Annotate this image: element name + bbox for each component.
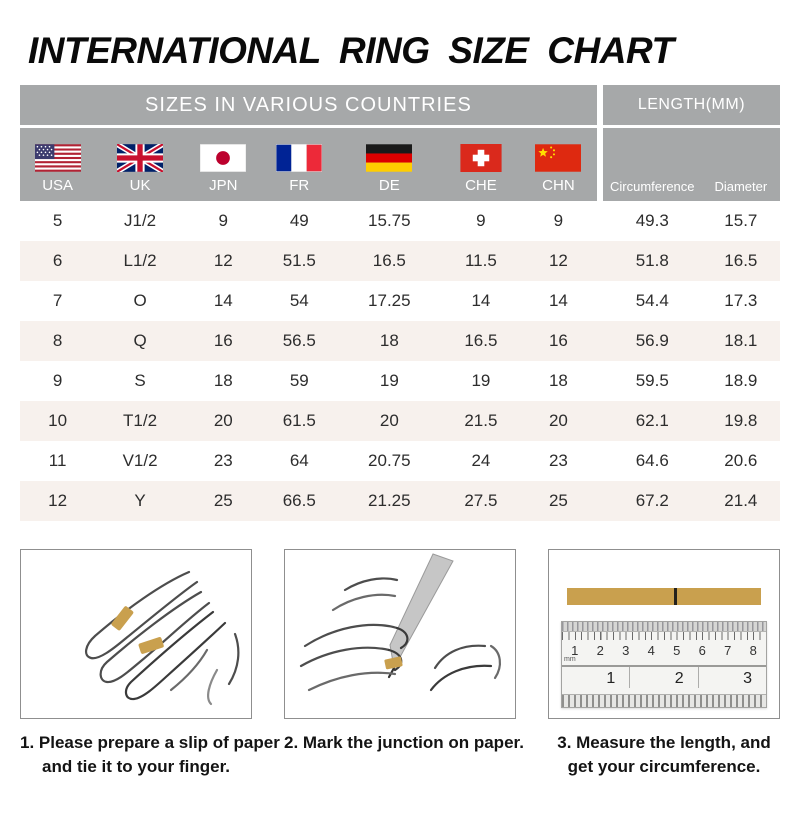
table-cell: 62.1 xyxy=(603,401,702,441)
col-label-de: DE xyxy=(378,177,400,194)
table-cell: 12 xyxy=(520,241,597,281)
col-label-usa: USA xyxy=(42,177,74,194)
table-cell: 18.9 xyxy=(702,361,780,401)
table-cell: 19 xyxy=(442,361,520,401)
measuring-steps xyxy=(20,549,780,779)
group-header-length: LENGTH(MM) xyxy=(603,85,780,127)
size-rows xyxy=(20,201,780,521)
col-header-fr xyxy=(262,127,337,202)
table-cell: 59 xyxy=(262,361,337,401)
junction-mark xyxy=(674,588,677,605)
table-cell: 21.25 xyxy=(337,481,442,521)
table-cell: J1/2 xyxy=(95,201,185,241)
table-cell: 20 xyxy=(337,401,442,441)
table-cell: 18 xyxy=(520,361,597,401)
paper-strip xyxy=(567,588,761,605)
table-row xyxy=(20,481,780,521)
ruler-inch-number: 1 xyxy=(562,667,630,688)
page-title: INTERNATIONAL RING SIZE CHART xyxy=(28,30,674,71)
table-cell: 21.5 xyxy=(442,401,520,441)
table-cell: 27.5 xyxy=(442,481,520,521)
table-cell: Y xyxy=(95,481,185,521)
table-cell: 17.3 xyxy=(702,281,780,321)
table-cell: 16 xyxy=(520,321,597,361)
col-header-chn xyxy=(520,127,597,202)
switzerland-flag-icon xyxy=(458,144,504,172)
table-cell: 10 xyxy=(20,401,95,441)
ring-size-chart-page xyxy=(0,30,800,779)
table-cell: 67.2 xyxy=(603,481,702,521)
ruler-cm-number: 1 xyxy=(571,643,579,658)
ruler-cm-number: 5 xyxy=(673,643,681,658)
ruler-cm-number: 7 xyxy=(724,643,732,658)
table-cell: 16.5 xyxy=(702,241,780,281)
table-cell: 20.6 xyxy=(702,441,780,481)
ruler xyxy=(561,621,767,708)
ruler-cm-number: 3 xyxy=(622,643,630,658)
table-cell: 19.8 xyxy=(702,401,780,441)
table-cell: 15.7 xyxy=(702,201,780,241)
table-cell: 49 xyxy=(262,201,337,241)
ruler-inch-number: 2 xyxy=(630,667,698,688)
uk-flag-icon xyxy=(117,144,163,172)
table-cell: 64.6 xyxy=(603,441,702,481)
table-cell: 51.5 xyxy=(262,241,337,281)
table-cell: O xyxy=(95,281,185,321)
col-header-che xyxy=(442,127,520,202)
ruler-inch-number: 3 xyxy=(743,670,752,687)
col-header-de xyxy=(337,127,442,202)
table-cell: S xyxy=(95,361,185,401)
table-cell: 56.5 xyxy=(262,321,337,361)
step-2 xyxy=(284,549,524,779)
table-cell: 8 xyxy=(20,321,95,361)
ruler-cm-number: 8 xyxy=(749,643,757,658)
table-row xyxy=(20,321,780,361)
ruler-bottom-edge xyxy=(562,694,766,707)
table-cell: 16 xyxy=(185,321,262,361)
ruler-top-edge xyxy=(562,622,766,632)
table-cell: 14 xyxy=(442,281,520,321)
table-row xyxy=(20,441,780,481)
col-header-usa xyxy=(20,127,95,202)
table-cell: 18 xyxy=(185,361,262,401)
table-cell: 11 xyxy=(20,441,95,481)
table-cell: L1/2 xyxy=(95,241,185,281)
column-header-row xyxy=(20,127,780,202)
table-cell: 21.4 xyxy=(702,481,780,521)
col-label-uk: UK xyxy=(129,177,151,194)
group-header-row xyxy=(20,85,780,127)
table-cell: 14 xyxy=(185,281,262,321)
table-cell: T1/2 xyxy=(95,401,185,441)
table-cell: 18.1 xyxy=(702,321,780,361)
usa-flag-icon xyxy=(35,144,81,172)
table-cell: 14 xyxy=(520,281,597,321)
table-cell: 25 xyxy=(520,481,597,521)
table-cell: 51.8 xyxy=(603,241,702,281)
step-1 xyxy=(20,549,280,779)
france-flag-icon xyxy=(276,144,322,172)
step-3-caption: 3. Measure the length, and get your circumference. xyxy=(557,733,771,776)
table-cell: 66.5 xyxy=(262,481,337,521)
step-3 xyxy=(548,549,780,779)
table-cell: 6 xyxy=(20,241,95,281)
ruler-inch-scale xyxy=(562,667,766,694)
table-cell: 59.5 xyxy=(603,361,702,401)
col-header-uk xyxy=(95,127,185,202)
ruler-cm-number: 2 xyxy=(596,643,604,658)
col-label-jpn: JPN xyxy=(209,177,238,194)
table-cell: 16.5 xyxy=(337,241,442,281)
table-cell: 49.3 xyxy=(603,201,702,241)
col-label-fr: FR xyxy=(289,177,310,194)
table-cell: 5 xyxy=(20,201,95,241)
table-cell: 12 xyxy=(185,241,262,281)
col-label-che: CHE xyxy=(465,177,497,194)
table-cell: 9 xyxy=(185,201,262,241)
china-flag-icon xyxy=(535,144,581,172)
ruler-cm-ticks xyxy=(562,632,766,640)
table-cell: 16.5 xyxy=(442,321,520,361)
table-row xyxy=(20,201,780,241)
table-cell: 25 xyxy=(185,481,262,521)
table-cell: 9 xyxy=(442,201,520,241)
table-cell: 18 xyxy=(337,321,442,361)
ruler-cm-scale xyxy=(562,632,766,667)
table-cell: 64 xyxy=(262,441,337,481)
col-header-circumference: Circumference xyxy=(603,127,702,202)
ruler-cm-number: 4 xyxy=(647,643,655,658)
col-header-jpn xyxy=(185,127,262,202)
japan-flag-icon xyxy=(200,144,246,172)
table-cell: 54.4 xyxy=(603,281,702,321)
ruler-illustration xyxy=(548,549,780,719)
table-row xyxy=(20,361,780,401)
table-cell: 11.5 xyxy=(442,241,520,281)
ruler-cm-number: 6 xyxy=(698,643,706,658)
table-row xyxy=(20,401,780,441)
step-2-caption: 2. Mark the junction on paper. xyxy=(284,733,524,752)
group-header-countries: SIZES IN VARIOUS COUNTRIES xyxy=(20,85,597,127)
col-header-diameter: Diameter xyxy=(702,127,780,202)
table-cell: 20 xyxy=(185,401,262,441)
hand-with-paper-strip-illustration xyxy=(20,549,252,719)
ruler-unit-label: mm xyxy=(564,656,576,663)
table-cell: 23 xyxy=(185,441,262,481)
table-cell: 15.75 xyxy=(337,201,442,241)
table-cell: 7 xyxy=(20,281,95,321)
table-cell: 23 xyxy=(520,441,597,481)
table-cell: 17.25 xyxy=(337,281,442,321)
germany-flag-icon xyxy=(366,144,412,172)
table-cell: 19 xyxy=(337,361,442,401)
table-cell: 20.75 xyxy=(337,441,442,481)
col-label-chn: CHN xyxy=(542,177,575,194)
table-cell: 20 xyxy=(520,401,597,441)
step-1-caption: 1. Please prepare a slip of paper and tie it to your finger. xyxy=(20,733,280,776)
ring-size-table xyxy=(20,85,780,521)
table-cell: 61.5 xyxy=(262,401,337,441)
table-cell: 56.9 xyxy=(603,321,702,361)
table-cell: 12 xyxy=(20,481,95,521)
mark-junction-illustration xyxy=(284,549,516,719)
table-cell: 9 xyxy=(520,201,597,241)
table-cell: V1/2 xyxy=(95,441,185,481)
table-cell: 54 xyxy=(262,281,337,321)
table-row xyxy=(20,281,780,321)
table-cell: 24 xyxy=(442,441,520,481)
table-cell: 9 xyxy=(20,361,95,401)
table-cell: Q xyxy=(95,321,185,361)
table-row xyxy=(20,241,780,281)
